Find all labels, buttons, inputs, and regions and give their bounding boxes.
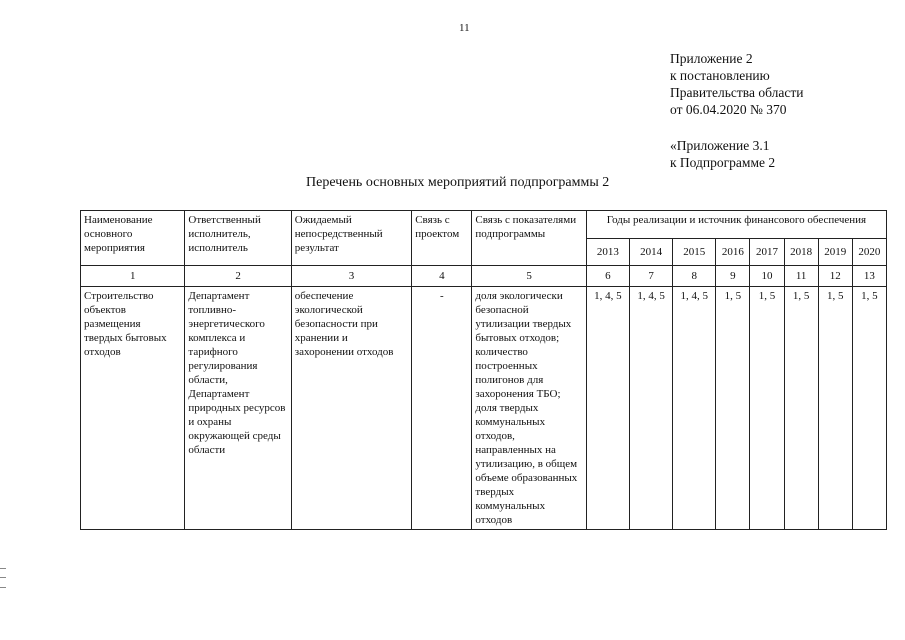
column-number: 10 <box>750 266 784 287</box>
column-number: 4 <box>412 266 472 287</box>
page-number: 11 <box>459 22 470 34</box>
column-number: 13 <box>852 266 886 287</box>
document-title: Перечень основных мероприятий подпрограммы 2 <box>306 175 610 190</box>
row-year-value: 1, 5 <box>852 287 886 530</box>
header-executor: Ответственный исполнитель, исполнитель <box>185 211 291 266</box>
column-number: 8 <box>673 266 716 287</box>
row-indicators: доля экологически безопасной утилизации твердых бытовых отходов; количество построенных полигонов для захоронения ТБО; доля твердых коммунальных отходов, направленных на утилизацию, в общем объеме образованных твердых коммунальных отходов <box>472 287 586 530</box>
column-number: 2 <box>185 266 291 287</box>
row-year-value: 1, 5 <box>784 287 818 530</box>
appendix-sub-line: «Приложение 3.1 <box>670 138 770 153</box>
header-indicators: Связь с показателями подпрограммы <box>472 211 586 266</box>
row-year-value: 1, 4, 5 <box>586 287 629 530</box>
header-result: Ожидаемый непосредственный результат <box>291 211 411 266</box>
column-number: 6 <box>586 266 629 287</box>
row-project: - <box>412 287 472 530</box>
margin-mark <box>0 568 6 588</box>
appendix-sub-line: к Подпрограмме 2 <box>670 155 776 170</box>
table-row <box>81 287 887 530</box>
header-project: Связь с проектом <box>412 211 472 266</box>
year-cell: 2016 <box>716 238 750 266</box>
year-cell: 2018 <box>784 238 818 266</box>
column-number: 1 <box>81 266 185 287</box>
header-name: Наименование основного мероприятия <box>81 211 185 266</box>
row-year-value: 1, 5 <box>716 287 750 530</box>
row-name: Строительство объектов размещения твердых бытовых отходов <box>81 287 185 530</box>
column-number: 11 <box>784 266 818 287</box>
appendix-sub-block <box>670 137 775 171</box>
column-number: 3 <box>291 266 411 287</box>
row-result: обеспечение экологической безопасности при хранении и захоронении отходов <box>291 287 411 530</box>
appendix-line: Приложение 2 <box>670 51 753 66</box>
header-row <box>81 211 887 239</box>
column-number: 9 <box>716 266 750 287</box>
row-year-value: 1, 5 <box>750 287 784 530</box>
year-cell: 2017 <box>750 238 784 266</box>
row-year-value: 1, 5 <box>818 287 852 530</box>
header-years-group: Годы реализации и источник финансового обеспечения <box>586 211 886 239</box>
row-executor: Департамент топливно-энергетического комплекса и тарифного регулирования области, Департамент природных ресурсов и охраны окружающей среды области <box>185 287 291 530</box>
column-number: 7 <box>629 266 672 287</box>
measures-table <box>80 210 887 530</box>
year-cell: 2013 <box>586 238 629 266</box>
appendix-line: Правительства области <box>670 85 804 100</box>
year-cell: 2019 <box>818 238 852 266</box>
appendix-block <box>670 50 803 118</box>
row-year-value: 1, 4, 5 <box>629 287 672 530</box>
year-cell: 2014 <box>629 238 672 266</box>
year-cell: 2020 <box>852 238 886 266</box>
row-year-value: 1, 4, 5 <box>673 287 716 530</box>
column-number: 12 <box>818 266 852 287</box>
year-cell: 2015 <box>673 238 716 266</box>
column-number: 5 <box>472 266 586 287</box>
appendix-line: к постановлению <box>670 68 770 83</box>
column-numbers-row <box>81 266 887 287</box>
appendix-line: от 06.04.2020 № 370 <box>670 102 787 117</box>
